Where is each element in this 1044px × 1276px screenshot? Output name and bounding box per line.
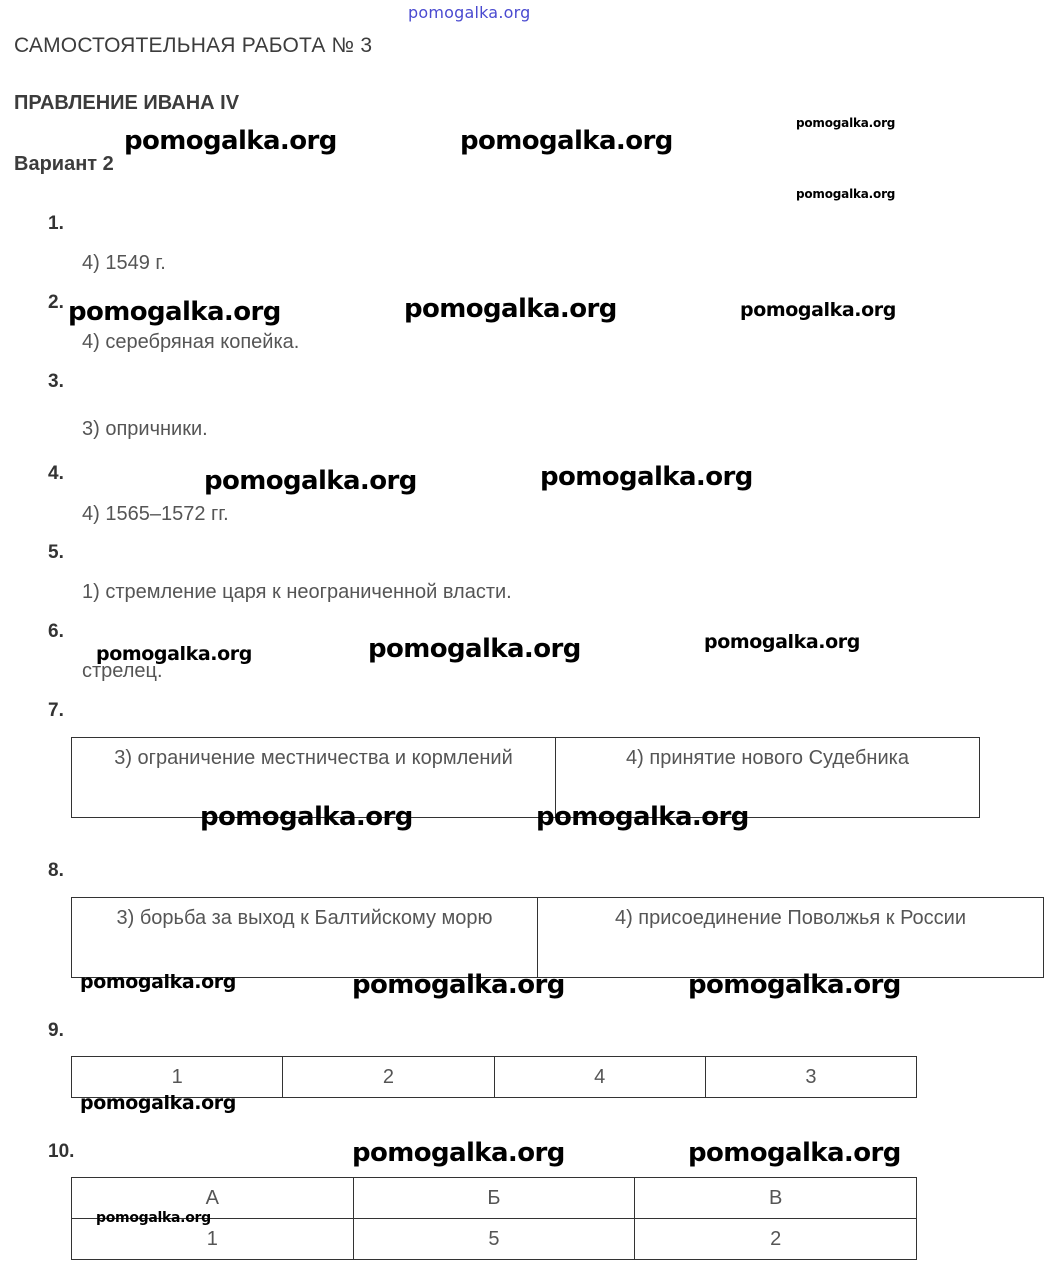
table-cell: 3) борьба за выход к Балтийскому морю [72,898,538,978]
table-cell: 4) принятие нового Судебника [556,738,980,818]
table-cell: 2 [283,1057,494,1098]
watermark: pomogalka.org [352,970,565,1000]
watermark: pomogalka.org [200,802,413,832]
watermark: pomogalka.org [740,299,896,321]
table-header-cell: А [72,1178,354,1219]
question-number-6: 6. [48,621,64,642]
question-number-1: 1. [48,213,64,234]
watermark: pomogalka.org [688,1138,901,1168]
answer-5: 1) стремление царя к неограниченной власти. [82,581,512,603]
watermark: pomogalka.org [204,466,417,496]
watermark: pomogalka.org [352,1138,565,1168]
table-header-cell: Б [353,1178,635,1219]
watermark: pomogalka.org [368,634,581,664]
page-title: САМОСТОЯТЕЛЬНАЯ РАБОТА № 3 [14,34,373,57]
question-number-3: 3. [48,371,64,392]
watermark: pomogalka.org [796,187,896,201]
question-number-7: 7. [48,700,64,721]
table-cell: 3 [705,1057,916,1098]
answer-4: 4) 1565–1572 гг. [82,503,229,525]
watermark: pomogalka.org [688,970,901,1000]
question-number-5: 5. [48,542,64,563]
table-cell: 2 [635,1219,917,1260]
question-number-8: 8. [48,860,64,881]
table-cell: 5 [353,1219,635,1260]
watermark: pomogalka.org [124,126,337,156]
site-header-link[interactable]: pomogalka.org [408,3,531,22]
watermark: pomogalka.org [80,1092,236,1114]
question-number-4: 4. [48,463,64,484]
watermark: pomogalka.org [540,462,753,492]
watermark: pomogalka.org [96,643,252,665]
answer-3: 3) опричники. [82,418,208,440]
table-header-cell: В [635,1178,917,1219]
table-cell: 4) присоединение Поволжья к России [538,898,1044,978]
watermark: pomogalka.org [536,802,749,832]
watermark: pomogalka.org [96,1210,211,1226]
watermark: pomogalka.org [460,126,673,156]
table-cell: 4 [494,1057,705,1098]
answer-2: 4) серебряная копейка. [82,331,300,353]
page-subtitle: ПРАВЛЕНИЕ ИВАНА IV [14,92,240,114]
variant-label: Вариант 2 [14,153,114,175]
table-cell: 1 [72,1219,354,1260]
question-number-10: 10. [48,1141,75,1162]
question-number-9: 9. [48,1020,64,1041]
watermark: pomogalka.org [404,294,617,324]
watermark: pomogalka.org [704,631,860,653]
answer-6: стрелец. [82,660,163,682]
table-cell: 3) ограничение местничества и кормлений [72,738,556,818]
watermark: pomogalka.org [80,971,236,993]
answer-1: 4) 1549 г. [82,252,166,274]
watermark: pomogalka.org [68,297,281,327]
table-cell: 1 [72,1057,283,1098]
watermark: pomogalka.org [796,116,896,130]
answer-table-8 [71,897,1044,978]
question-number-2: 2. [48,292,64,313]
